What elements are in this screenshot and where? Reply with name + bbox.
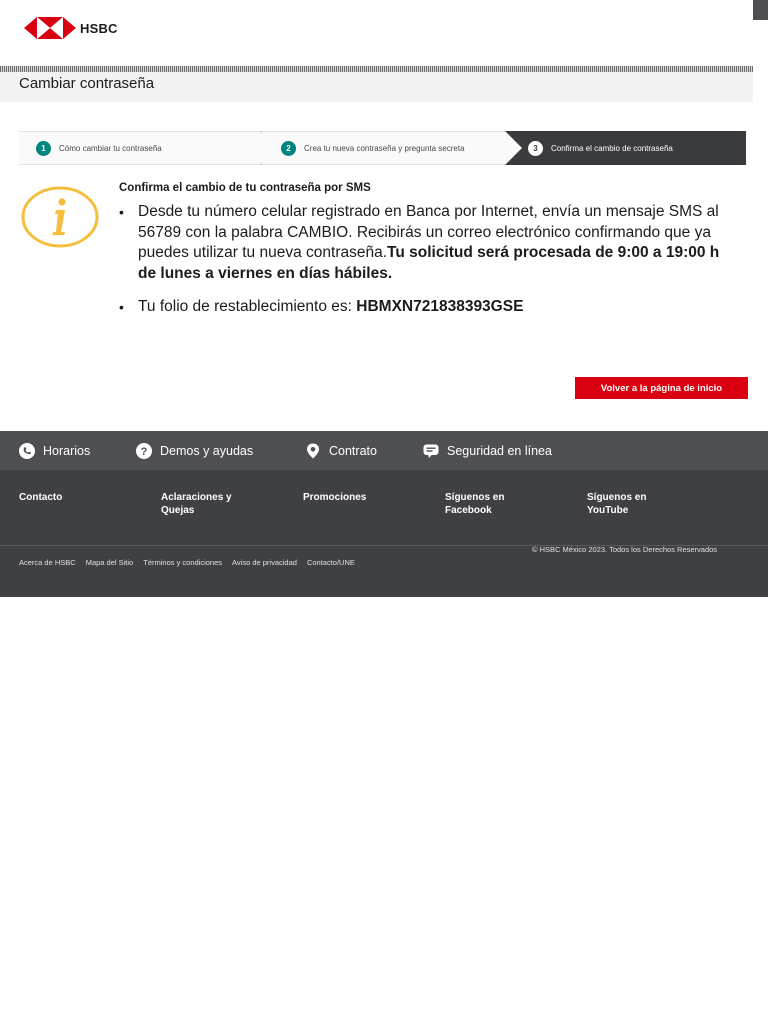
footer-link-horarios[interactable] [19, 431, 90, 470]
hsbc-logo[interactable] [24, 17, 118, 39]
step-number: 3 [528, 141, 543, 156]
info-icon [21, 186, 99, 248]
page-title: Cambiar contraseña [19, 75, 155, 92]
progress-stepper [19, 131, 746, 165]
message-heading: Confirma el cambio de tu contraseña por SMS [119, 182, 371, 194]
phone-icon [19, 443, 35, 459]
footer-link-contrato[interactable] [305, 431, 377, 470]
brand-name: HSBC [80, 20, 118, 36]
location-icon [305, 443, 321, 459]
corner-tab[interactable] [753, 0, 768, 20]
processing-hours-text: Tu solicitud será procesada de 9:00 a 19:00 h de lunes a viernes en días hábiles. [138, 244, 720, 282]
footer-link-seguridad[interactable] [423, 431, 552, 470]
sms-instructions-text: Desde tu número celular registrado en Banca por Internet, envía un mensaje SMS al 56789 con la palabra CAMBIO. Recibirás un correo electrónico confirmando que ya puedes utilizar tu nueva contraseña. [138, 203, 719, 261]
footer-contacto-link[interactable]: Contacto [19, 492, 63, 503]
svg-text:?: ? [140, 445, 148, 458]
bottom-link-terminos[interactable]: Términos y condiciones [143, 558, 223, 567]
folio-number: HBMXN721838393GSE [356, 298, 524, 315]
bottom-link-une[interactable]: Contacto/UNE [306, 558, 355, 567]
header [0, 0, 768, 66]
back-to-home-button[interactable]: Volver a la página de inicio [575, 377, 748, 399]
footer-link-label: Demos y ayudas [160, 443, 254, 458]
list-item [119, 202, 731, 284]
bullet-icon: • [119, 299, 124, 315]
step-3-active [505, 131, 746, 165]
step-number: 2 [281, 141, 296, 156]
footer-aclaraciones-link[interactable]: Aclaraciones y Quejas [161, 492, 232, 516]
step-arrow-icon [505, 131, 525, 165]
step-label: Confirma el cambio de contraseña [551, 143, 673, 153]
hsbc-hexagon-logo-icon [24, 17, 76, 39]
title-bar [0, 72, 753, 102]
footer-facebook-link[interactable]: Síguenos en Facebook [445, 492, 505, 516]
footer-link-label: Seguridad en línea [447, 443, 552, 458]
bottom-link-acerca[interactable]: Acerca de HSBC [19, 558, 76, 567]
footer-main [0, 470, 768, 597]
bullet-icon: • [119, 204, 124, 220]
chat-icon [423, 443, 439, 459]
help-icon [136, 443, 152, 459]
bottom-link-privacidad[interactable]: Aviso de privacidad [232, 558, 297, 567]
list-item [119, 297, 731, 318]
folio-label: Tu folio de restablecimiento es: [138, 298, 357, 315]
message-list [119, 202, 731, 318]
footer-link-label: Horarios [43, 443, 91, 458]
footer-link-label: Contrato [329, 443, 377, 458]
step-1 [19, 131, 262, 165]
footer-quick-links [0, 431, 768, 470]
bottom-link-mapa[interactable]: Mapa del Sitio [85, 558, 134, 567]
step-label: Crea tu nueva contraseña y pregunta secreta [304, 143, 465, 153]
footer-promociones-link[interactable]: Promociones [303, 492, 367, 503]
step-label: Cómo cambiar tu contraseña [59, 143, 162, 153]
copyright-text: © HSBC México 2023. Todos los Derechos Reservados [532, 545, 718, 554]
footer-youtube-link[interactable]: Síguenos en YouTube [587, 492, 647, 516]
step-2 [262, 131, 505, 165]
footer-bottom-links [19, 558, 365, 567]
footer-link-demos[interactable] [136, 431, 253, 470]
step-number: 1 [36, 141, 51, 156]
